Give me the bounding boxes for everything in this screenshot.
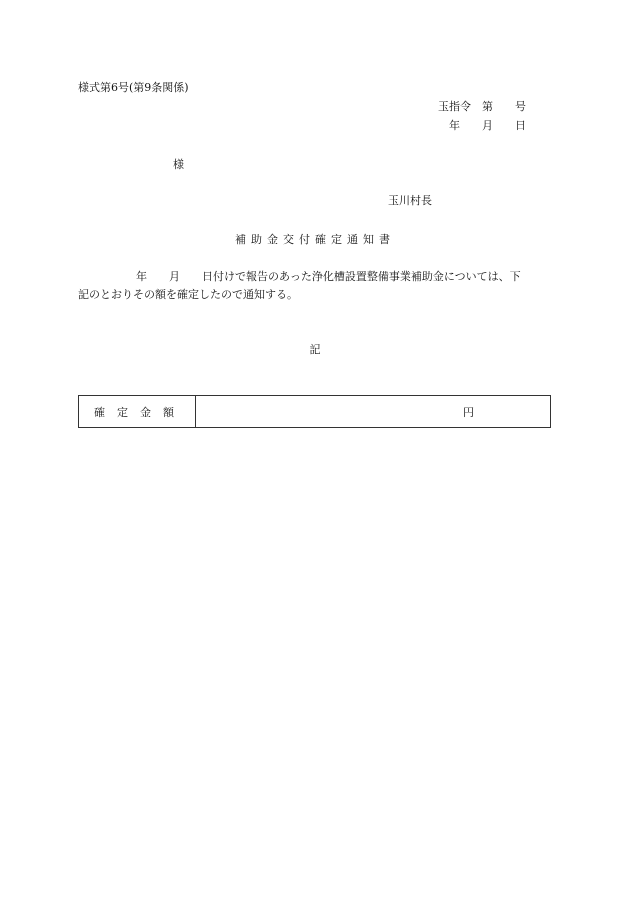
- body-text: [78, 268, 552, 304]
- document-number: 玉指令 第 号: [438, 100, 526, 113]
- amount-value-cell: [196, 396, 550, 427]
- form-label: 様式第6号(第9条関係): [78, 81, 189, 94]
- document-date: 年 月 日: [449, 119, 526, 132]
- amount-label: 確定金額: [79, 396, 196, 427]
- issuer-name: 玉川村長: [388, 194, 432, 207]
- document-title: 補助金交付確定通知書: [235, 233, 395, 246]
- amount-unit: 円: [463, 405, 474, 419]
- body-line-2: 記のとおりその額を確定したので通知する。: [78, 288, 298, 301]
- ki-heading: 記: [309, 343, 321, 356]
- addressee: 様: [173, 158, 184, 171]
- amount-table: [78, 395, 551, 428]
- body-line-1: 年 月 日付けで報告のあった浄化槽設置整備事業補助金については、下: [136, 270, 521, 283]
